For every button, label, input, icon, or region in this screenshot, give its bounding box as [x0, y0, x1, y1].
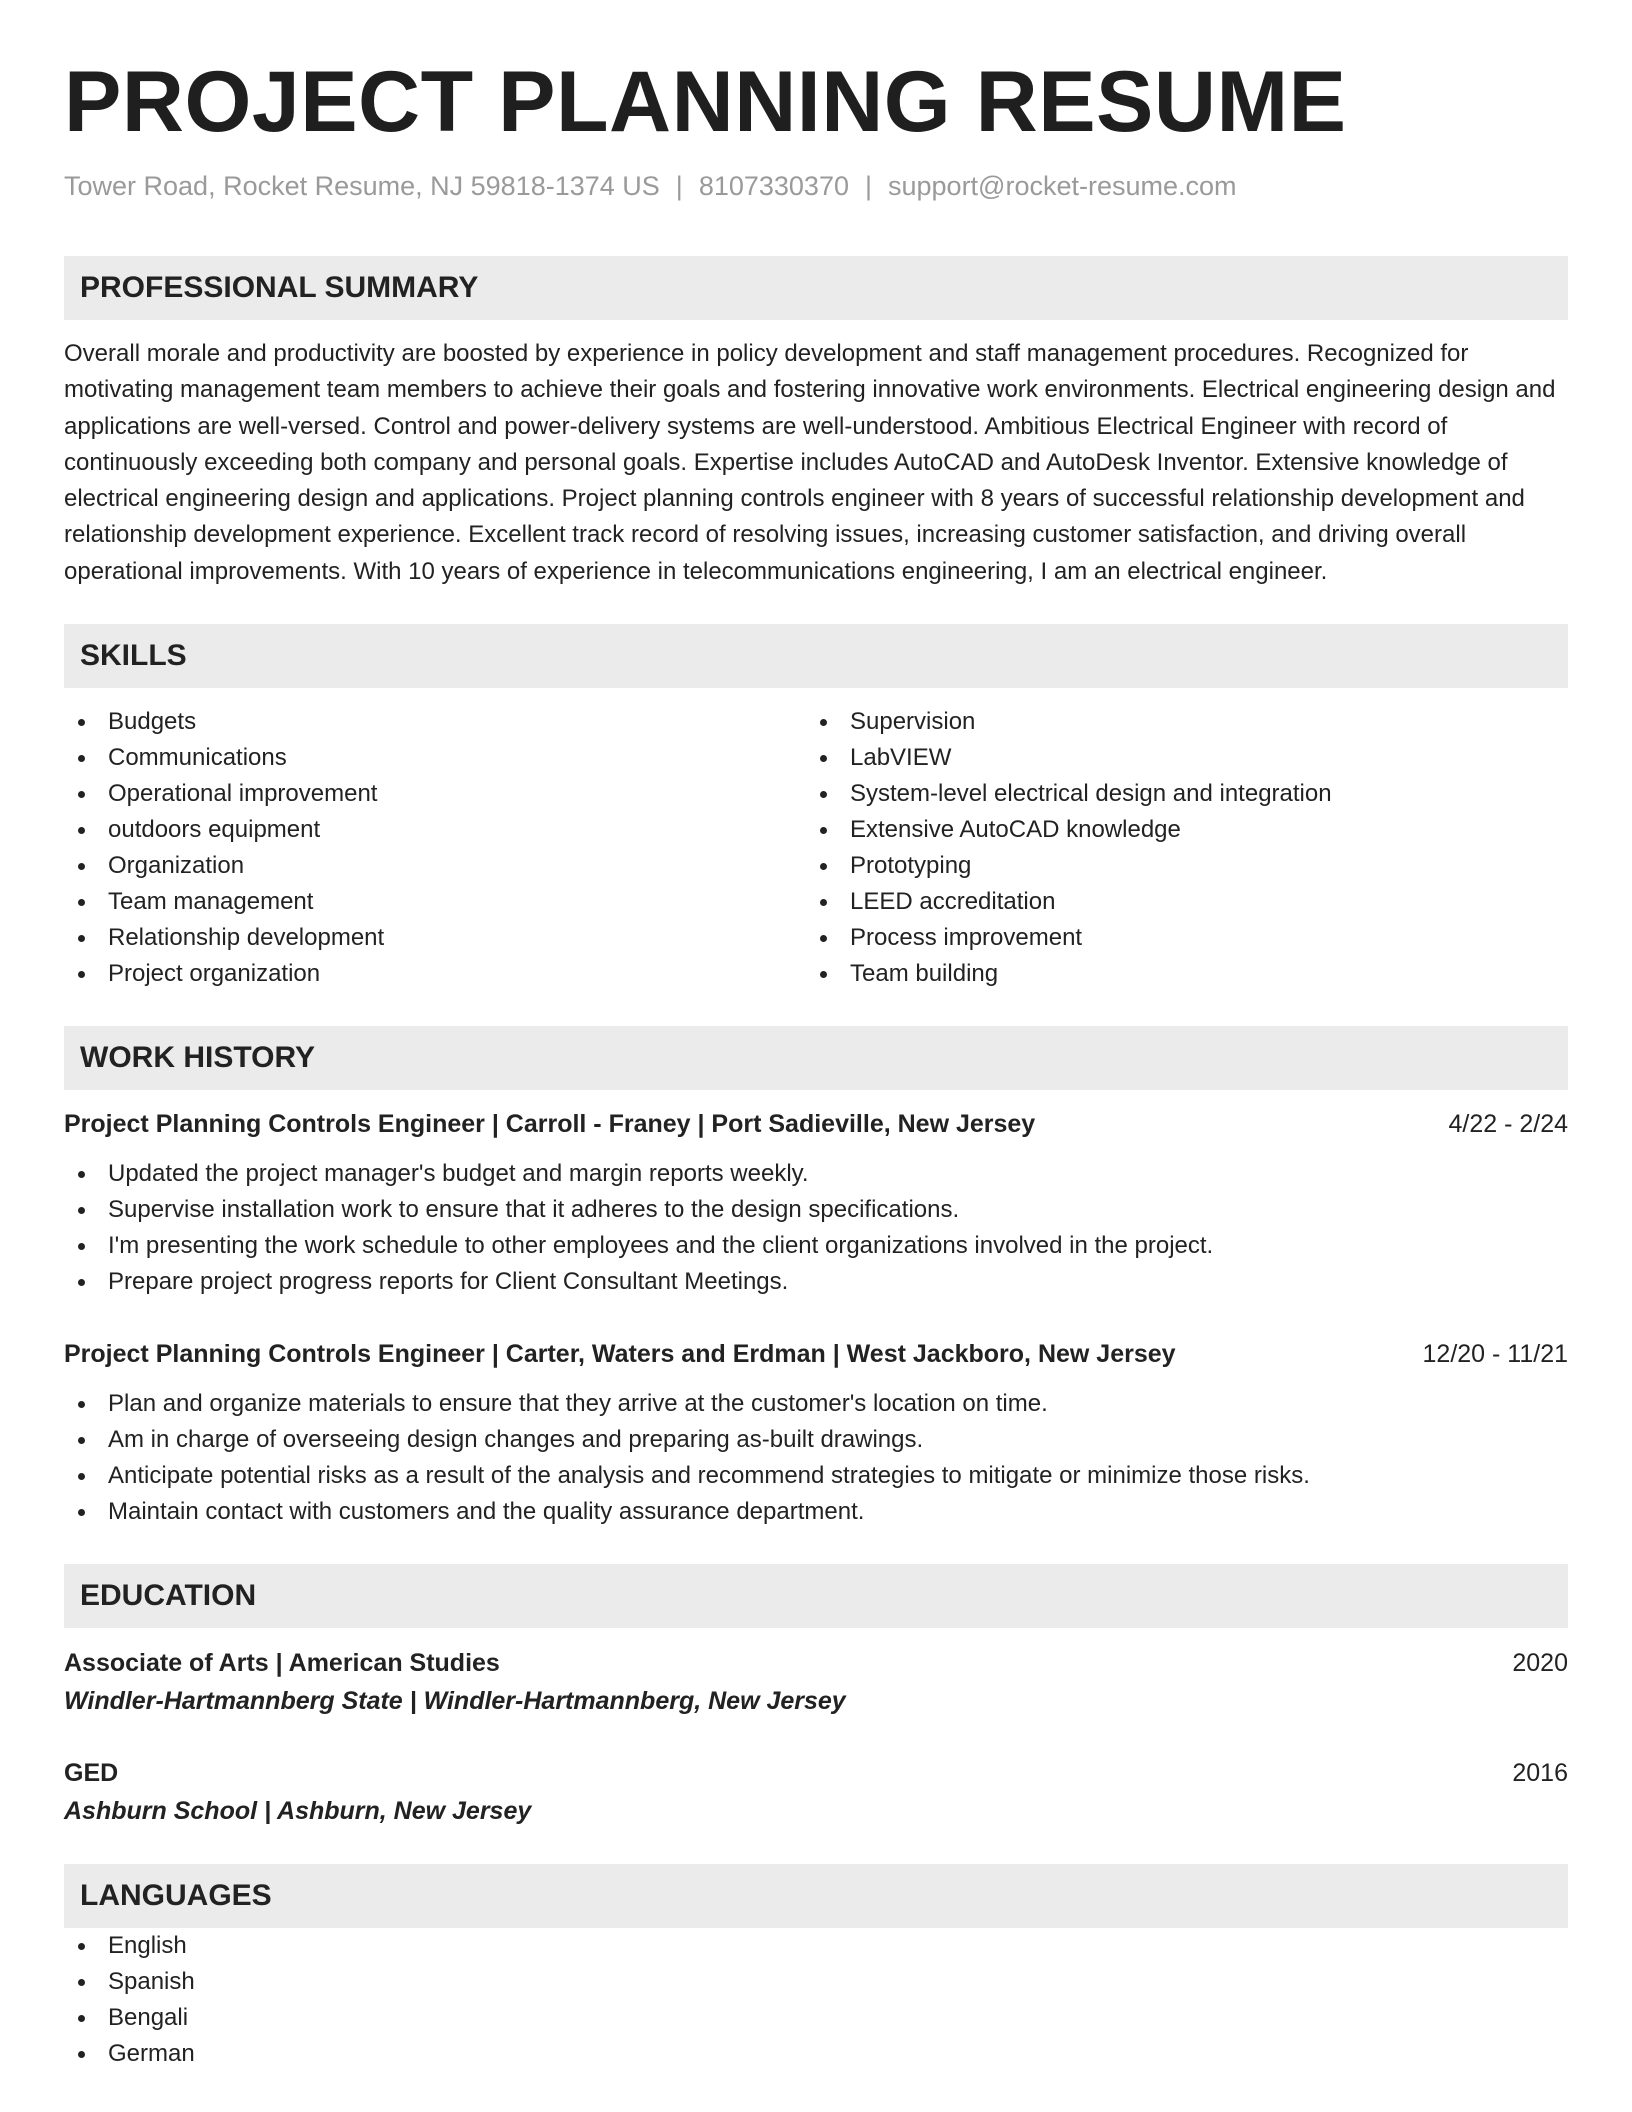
- skill-item: Operational improvement: [64, 776, 806, 812]
- contact-separator: |: [675, 171, 683, 201]
- job-title: Project Planning Controls Engineer | Carter, Waters and Erdman | West Jackboro, New Jersey: [64, 1340, 1176, 1369]
- skills-section: [64, 624, 1568, 992]
- summary-heading: PROFESSIONAL SUMMARY: [64, 256, 1568, 320]
- skills-column-left: [64, 704, 806, 992]
- skills-column-right: [806, 704, 1548, 992]
- skill-item: Process improvement: [806, 920, 1548, 956]
- work-history-section: [64, 1026, 1568, 1530]
- resume-page: [64, 0, 1568, 2072]
- graduation-year: 2020: [1512, 1649, 1568, 1678]
- address: Tower Road, Rocket Resume, NJ 59818-1374 US: [64, 171, 660, 201]
- job-dates: 12/20 - 11/21: [1422, 1340, 1568, 1369]
- skill-item: Budgets: [64, 704, 806, 740]
- skill-item: Extensive AutoCAD knowledge: [806, 812, 1548, 848]
- summary-section: [64, 256, 1568, 590]
- skill-item: LEED accreditation: [806, 884, 1548, 920]
- languages-section: [64, 1864, 1568, 2072]
- skill-item: Prototyping: [806, 848, 1548, 884]
- education-entry: [64, 1754, 1568, 1830]
- skill-item: Team building: [806, 956, 1548, 992]
- job-header: [64, 1336, 1568, 1372]
- job-header: [64, 1106, 1568, 1142]
- job-entry: [64, 1106, 1568, 1300]
- skill-item: Supervision: [806, 704, 1548, 740]
- language-item: Spanish: [64, 1964, 1568, 2000]
- languages-heading: LANGUAGES: [64, 1864, 1568, 1928]
- email-link[interactable]: support@rocket-resume.com: [888, 171, 1237, 201]
- skill-item: outdoors equipment: [64, 812, 806, 848]
- skills-list: [64, 704, 1568, 992]
- school: Ashburn School | Ashburn, New Jersey: [64, 1797, 532, 1826]
- skill-item: Organization: [64, 848, 806, 884]
- skills-heading: SKILLS: [64, 624, 1568, 688]
- skill-item: Communications: [64, 740, 806, 776]
- contact-line: [64, 166, 1568, 206]
- contact-separator: |: [864, 171, 872, 201]
- summary-text: Overall morale and productivity are boosted by experience in policy development and staff management procedures. Recognized for motivating management team members to achieve their goals and fostering innovative work environments. Electrical engineering design and applications are well-versed. Control and power-delivery systems are well-understood. Ambitious Electrical Engineer with record of continuously exceeding both company and personal goals. Expertise includes AutoCAD and AutoDesk Inventor. Extensive knowledge of electrical engineering design and applications. Project planning controls engineer with 8 years of successful relationship development and relationship development experience. Excellent track record of resolving issues, increasing customer satisfaction, and driving overall operational improvements. With 10 years of experience in telecommunications engineering, I am an electrical engineer.: [64, 340, 1556, 585]
- skill-item: Team management: [64, 884, 806, 920]
- skill-item: LabVIEW: [806, 740, 1548, 776]
- skill-item: Relationship development: [64, 920, 806, 956]
- job-bullet: I'm presenting the work schedule to other employees and the client organizations involved in the project.: [64, 1228, 1568, 1264]
- job-entry: [64, 1336, 1568, 1530]
- job-bullet: Anticipate potential risks as a result of the analysis and recommend strategies to mitigate or minimize those risks.: [64, 1458, 1568, 1494]
- school: Windler-Hartmannberg State | Windler-Hartmannberg, New Jersey: [64, 1687, 846, 1716]
- job-bullets: [64, 1386, 1568, 1530]
- language-item: English: [64, 1928, 1568, 1964]
- education-section: [64, 1564, 1568, 1830]
- language-item: German: [64, 2036, 1568, 2072]
- phone: 8107330370: [698, 171, 849, 201]
- job-bullet: Maintain contact with customers and the quality assurance department.: [64, 1494, 1568, 1530]
- skill-item: System-level electrical design and integration: [806, 776, 1548, 812]
- graduation-year: 2016: [1512, 1759, 1568, 1788]
- degree: Associate of Arts | American Studies: [64, 1649, 500, 1678]
- education-entry: [64, 1644, 1568, 1720]
- degree: GED: [64, 1759, 119, 1788]
- education-header: [64, 1754, 1568, 1792]
- job-bullet: Am in charge of overseeing design changes and preparing as-built drawings.: [64, 1422, 1568, 1458]
- job-bullet: Plan and organize materials to ensure that they arrive at the customer's location on time.: [64, 1386, 1568, 1422]
- skill-item: Project organization: [64, 956, 806, 992]
- languages-list: [64, 1928, 1568, 2072]
- education-header: [64, 1644, 1568, 1682]
- work-history-heading: WORK HISTORY: [64, 1026, 1568, 1090]
- resume-title: PROJECT PLANNING RESUME: [64, 54, 1347, 150]
- language-item: Bengali: [64, 2000, 1568, 2036]
- job-bullet: Updated the project manager's budget and margin reports weekly.: [64, 1156, 1568, 1192]
- job-bullet: Prepare project progress reports for Client Consultant Meetings.: [64, 1264, 1568, 1300]
- job-bullet: Supervise installation work to ensure that it adheres to the design specifications.: [64, 1192, 1568, 1228]
- job-dates: 4/22 - 2/24: [1448, 1110, 1568, 1139]
- job-bullets: [64, 1156, 1568, 1300]
- education-heading: EDUCATION: [64, 1564, 1568, 1628]
- job-title: Project Planning Controls Engineer | Carroll - Franey | Port Sadieville, New Jersey: [64, 1110, 1036, 1139]
